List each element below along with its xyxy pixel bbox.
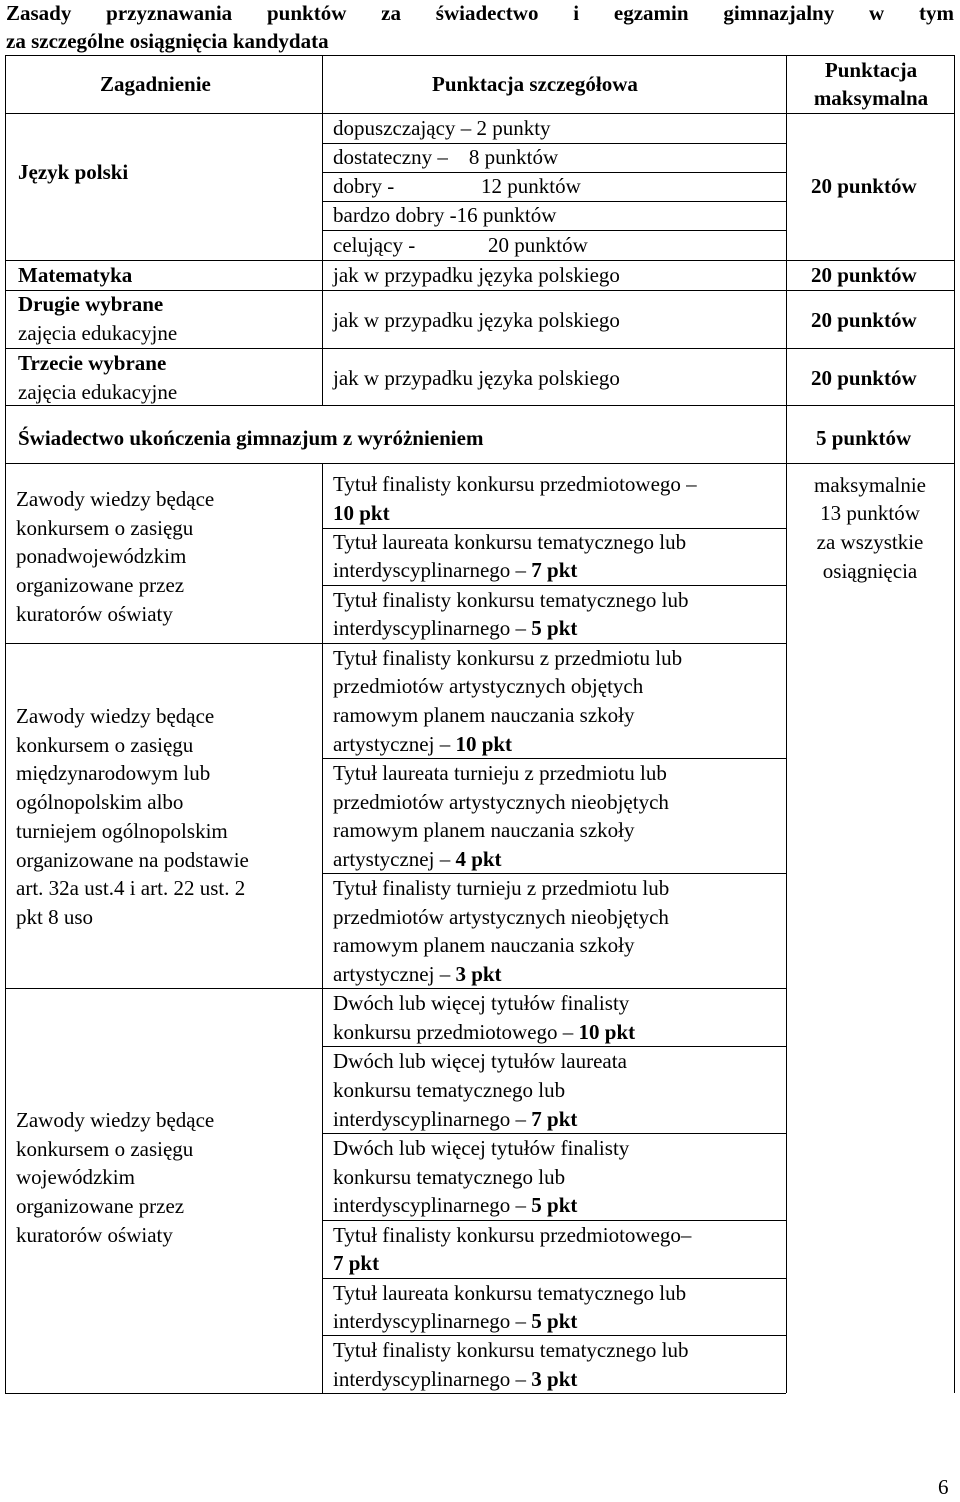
list-item-points: 7 pkt (333, 1251, 380, 1275)
list-item: przedmiotów artystycznych objętych (333, 674, 644, 698)
page-number: 6 (938, 1475, 949, 1499)
list-item: artystycznej – 10 pkt (333, 732, 513, 756)
grade-dobry-value: 12 punktów (481, 174, 581, 198)
list-item: ramowym planem nauczania szkoły (333, 703, 635, 727)
page-title-line1: Zasady przyznawania punktów za świadectwo i egzamin gimnazjalny w tym (6, 1, 954, 25)
detail-trzecie: jak w przypadku języka polskiego (333, 366, 620, 390)
max-matematyka: 20 punktów (811, 263, 917, 287)
list-item: interdyscyplinarnego – 7 pkt (333, 558, 578, 582)
max-drugie: 20 punktów (811, 308, 917, 332)
list-item: interdyscyplinarnego – 7 pkt (333, 1107, 578, 1131)
grade-celujacy-value: 20 punktów (488, 233, 588, 257)
list-item: interdyscyplinarnego – 5 pkt (333, 616, 578, 640)
list-item: Tytuł laureata konkursu tematycznego lub (333, 530, 687, 554)
detail-drugie: jak w przypadku języka polskiego (333, 308, 620, 332)
list-item-points: 10 pkt (333, 501, 390, 525)
list-item: artystycznej – 4 pkt (333, 847, 502, 871)
list-item: artystycznej – 3 pkt (333, 962, 502, 986)
header-col-punktacja-maksymalna-1: Punktacja (824, 58, 918, 82)
list-item: interdyscyplinarnego – 5 pkt (333, 1193, 578, 1217)
list-item: Tytuł finalisty konkursu tematycznego lub (333, 1338, 689, 1362)
list-item: Dwóch lub więcej tytułów finalisty (333, 991, 630, 1015)
swiadectwo-label: Świadectwo ukończenia gimnazjum z wyróżnieniem (18, 426, 484, 450)
list-item: Dwóch lub więcej tytułów finalisty (333, 1136, 630, 1160)
subject-drugie-line2: zajęcia edukacyjne (18, 321, 178, 345)
list-item: ramowym planem nauczania szkoły (333, 933, 635, 957)
page-title-line2: za szczególne osiągnięcia kandydata (6, 29, 329, 53)
list-item: Tytuł finalisty konkursu przedmiotowego – (333, 472, 697, 496)
list-item: Tytuł laureata turnieju z przedmiotu lub (333, 761, 667, 785)
list-item: interdyscyplinarnego – 5 pkt (333, 1309, 578, 1333)
subject-trzecie-line1: Trzecie wybrane (18, 351, 167, 375)
grade-celujacy: celujący - (333, 233, 416, 257)
detail-matematyka: jak w przypadku języka polskiego (333, 263, 620, 287)
list-item: przedmiotów artystycznych nieobjętych (333, 790, 669, 814)
list-item: Tytuł laureata konkursu tematycznego lub (333, 1281, 687, 1305)
list-item: Tytuł finalisty konkursu przedmiotowego– (333, 1223, 692, 1247)
grade-dostateczny: dostateczny – 8 punktów (333, 145, 559, 169)
list-item: interdyscyplinarnego – 3 pkt (333, 1367, 578, 1391)
max-jezyk-polski: 20 punktów (811, 174, 917, 198)
list-item: konkursu przedmiotowego – 10 pkt (333, 1020, 636, 1044)
header-col-punktacja-szczegolowa: Punktacja szczegółowa (432, 72, 638, 96)
list-item: ramowym planem nauczania szkoły (333, 818, 635, 842)
list-item: przedmiotów artystycznych nieobjętych (333, 905, 669, 929)
subject-jezyk-polski: Język polski (18, 160, 129, 184)
list-item: Tytuł finalisty turnieju z przedmiotu lub (333, 876, 670, 900)
list-item: konkursu tematycznego lub (333, 1165, 566, 1189)
grade-dobry: dobry - (333, 174, 395, 198)
subject-matematyka: Matematyka (18, 263, 133, 287)
header-col-zagadnienie: Zagadnienie (100, 72, 211, 96)
subject-drugie-line1: Drugie wybrane (18, 292, 164, 316)
list-item: Tytuł finalisty konkursu tematycznego lub (333, 588, 689, 612)
list-item: konkursu tematycznego lub (333, 1078, 566, 1102)
header-col-punktacja-maksymalna-2: maksymalna (813, 86, 929, 110)
list-item: Tytuł finalisty konkursu z przedmiotu lub (333, 646, 683, 670)
list-item: Dwóch lub więcej tytułów laureata (333, 1049, 627, 1073)
subject-trzecie-line2: zajęcia edukacyjne (18, 380, 178, 404)
grade-dopuszczajacy: dopuszczający – 2 punkty (333, 116, 551, 140)
max-trzecie: 20 punktów (811, 366, 917, 390)
max-swiadectwo: 5 punktów (816, 426, 912, 450)
grade-bardzo-dobry: bardzo dobry -16 punktów (333, 203, 557, 227)
